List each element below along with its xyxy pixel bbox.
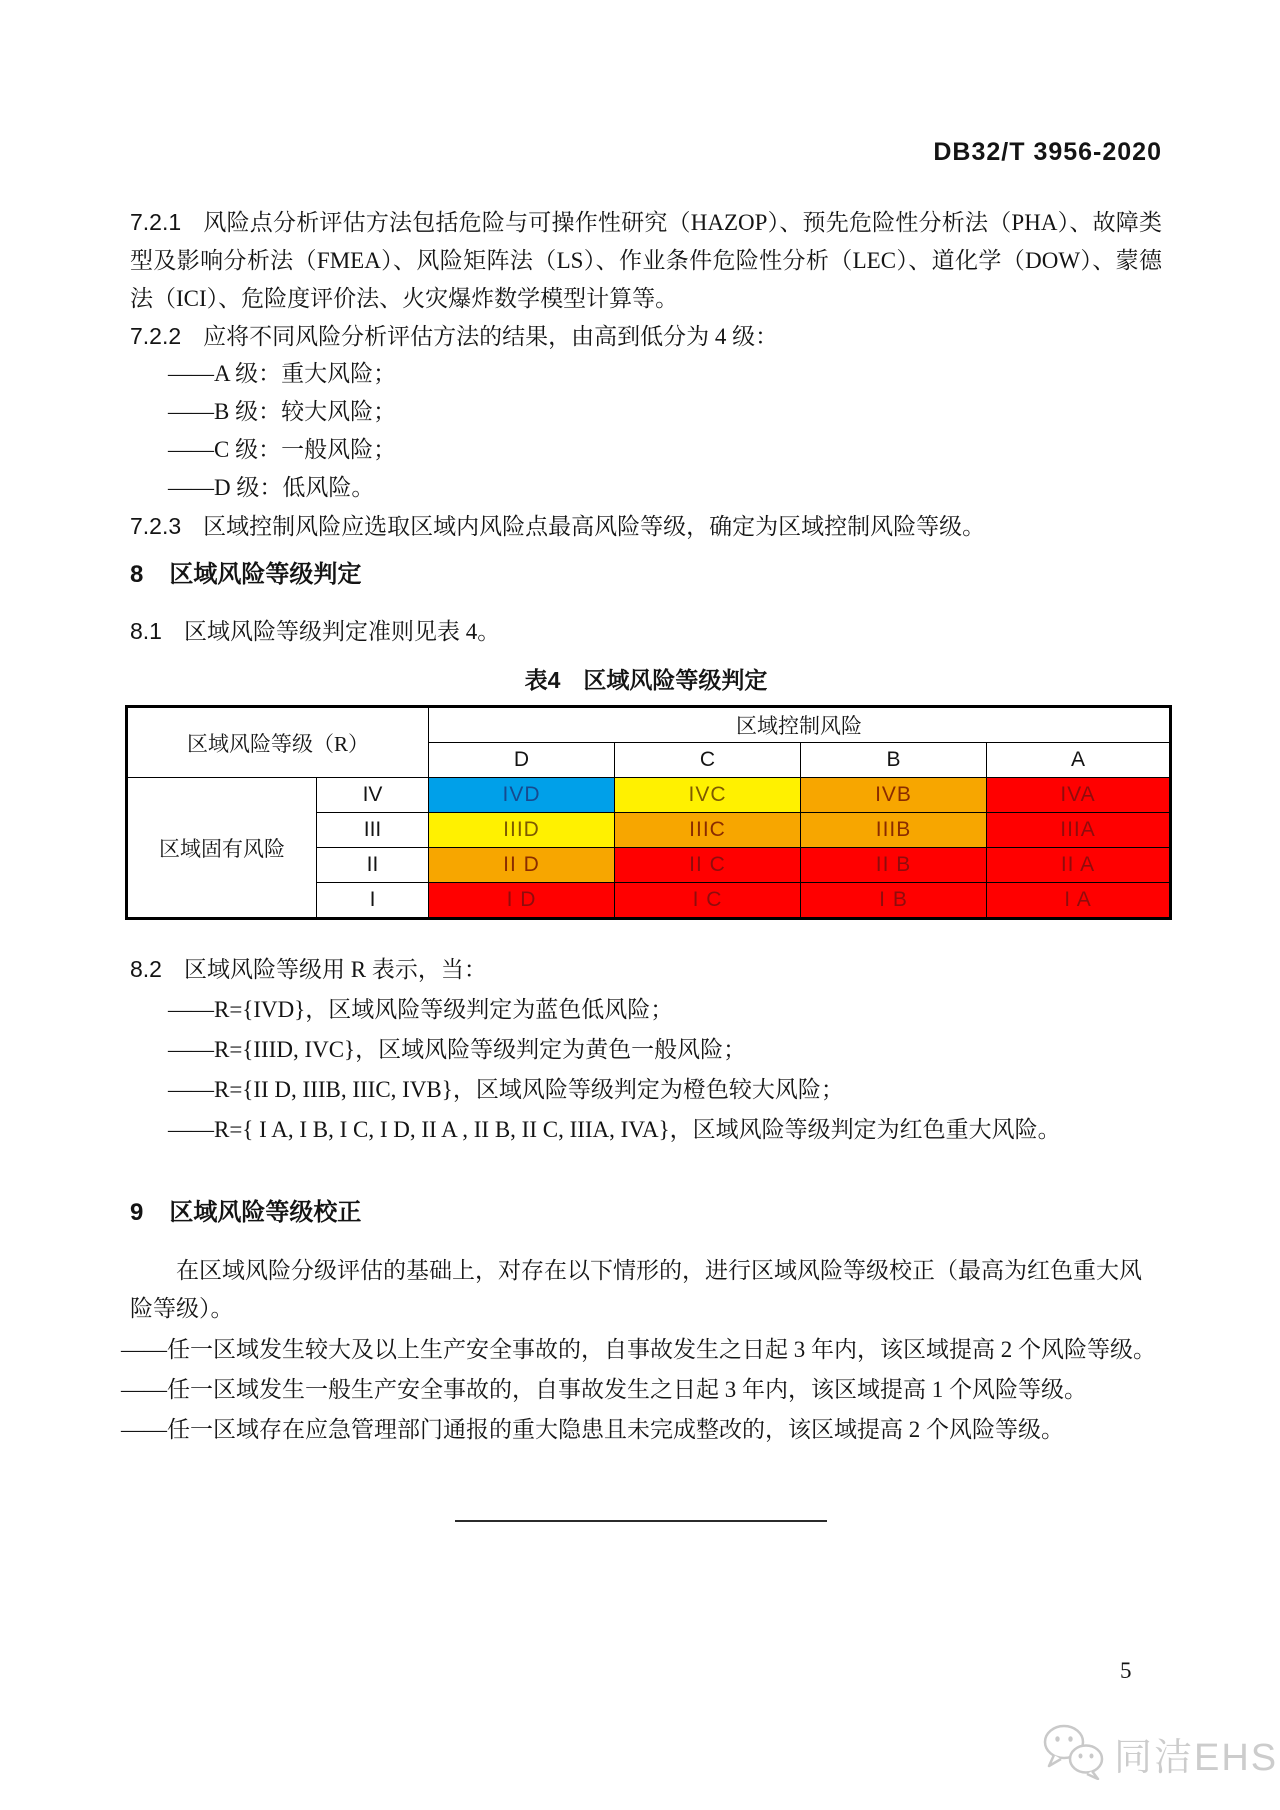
risk-cell: IIID	[429, 813, 615, 848]
list-item: ——A 级：重大风险；	[168, 361, 397, 386]
row-label-cell: III	[317, 813, 429, 848]
risk-cell: II D	[429, 848, 615, 883]
list-item: ——R={IVD}，区域风险等级判定为蓝色低风险；	[168, 997, 674, 1022]
clause-text: 区域控制风险应选取区域内风险点最高风险等级，确定为区域控制风险等级。	[203, 514, 986, 539]
section-number: 8	[130, 561, 144, 588]
clause-number: 7.2.1	[130, 209, 182, 235]
list-item: ——R={IIID, IVC}，区域风险等级判定为黄色一般风险；	[168, 1037, 747, 1062]
clause-number: 7.2.2	[130, 323, 182, 349]
list-item: ——D 级：低风险。	[168, 475, 375, 500]
paragraph-9-intro: 在区域风险分级评估的基础上，对存在以下情形的，进行区域风险等级校正（最高为红色重大风险等级）。	[130, 1258, 1142, 1321]
risk-cell: II B	[801, 848, 987, 883]
table-row	[127, 778, 1171, 813]
table4-risk-matrix	[125, 705, 1172, 920]
end-of-text-divider	[455, 1520, 827, 1522]
risk-cell: IIIB	[801, 813, 987, 848]
paragraph-7-2-2	[130, 317, 1162, 356]
list-item: ——任一区域发生一般生产安全事故的，自事故发生之日起 3 年内，该区域提高 1 个风险等级。	[121, 1377, 1087, 1402]
watermark	[1042, 1722, 1278, 1785]
row-label-cell: I	[317, 883, 429, 919]
risk-cell: II C	[615, 848, 801, 883]
section-title: 区域风险等级校正	[169, 1199, 362, 1226]
list-item: ——C 级：一般风险；	[168, 437, 397, 462]
clause-number: 8.2	[130, 956, 162, 982]
clause-number: 7.2.3	[130, 513, 182, 539]
col-header-cell: D	[429, 743, 615, 778]
section-8-heading	[130, 560, 1162, 590]
list-item: ——任一区域存在应急管理部门通报的重大隐患且未完成整改的，该区域提高 2 个风险等级。	[121, 1417, 1064, 1442]
risk-cell: IVA	[987, 778, 1171, 813]
corner-header-cell: 区域风险等级（R）	[127, 707, 429, 778]
paragraph-7-2-3	[130, 507, 1162, 546]
col-header-cell: B	[801, 743, 987, 778]
section-number: 9	[130, 1199, 144, 1226]
col-header-cell: A	[987, 743, 1171, 778]
risk-cell: I C	[615, 883, 801, 919]
span-header-cell: 区域控制风险	[429, 707, 1171, 743]
section-9-heading	[130, 1198, 1162, 1228]
table4-title: 表4 区域风险等级判定	[524, 667, 768, 693]
correction-rule-list	[121, 1330, 1162, 1450]
list-item: ——R={II D, IIIB, IIIC, IVB}，区域风险等级判定为橙色较大风险；	[168, 1077, 844, 1102]
row-group-label-cell: 区域固有风险	[127, 778, 317, 919]
risk-cell: IVD	[429, 778, 615, 813]
clause-text: 应将不同风险分析评估方法的结果，由高到低分为 4 级：	[203, 324, 779, 349]
table-row	[127, 707, 1171, 743]
risk-cell: IVC	[615, 778, 801, 813]
paragraph-7-2-1	[130, 203, 1162, 318]
list-item: ——R={ I A, I B, I C, I D, II A , II B, II C, IIIA, IVA}，区域风险等级判定为红色重大风险。	[168, 1117, 1061, 1142]
risk-cell: IIIC	[615, 813, 801, 848]
paragraph-8-1	[130, 612, 1162, 651]
risk-cell: II A	[987, 848, 1171, 883]
doc-number: DB32/T 3956-2020	[933, 138, 1162, 166]
page-number: 5	[1120, 1658, 1132, 1683]
clause-text: 风险点分析评估方法包括危险与可操作性研究（HAZOP）、预先危险性分析法（PHA）、故障类型及影响分析法（FMEA）、风险矩阵法（LS）、作业条件危险性分析（LEC）、道化学（DOW）、蒙德法（ICI）、危险度评价法、火灾爆炸数学模型计算等。	[130, 210, 1162, 311]
clause-number: 8.1	[130, 618, 162, 644]
section-title: 区域风险等级判定	[169, 561, 362, 588]
list-item: ——B 级：较大风险；	[168, 399, 397, 424]
watermark-text: 同洁EHS	[1114, 1737, 1279, 1779]
paragraph-8-2	[130, 950, 1162, 989]
list-item: ——任一区域发生较大及以上生产安全事故的，自事故发生之日起 3 年内，该区域提高 2 个风险等级。	[121, 1337, 1156, 1362]
risk-cell: I D	[429, 883, 615, 919]
risk-level-list	[130, 355, 1162, 507]
clause-text: 区域风险等级判定准则见表 4。	[183, 619, 501, 644]
row-label-cell: II	[317, 848, 429, 883]
risk-cell: I B	[801, 883, 987, 919]
col-header-cell: C	[615, 743, 801, 778]
risk-cell: IVB	[801, 778, 987, 813]
risk-cell: I A	[987, 883, 1171, 919]
row-label-cell: IV	[317, 778, 429, 813]
wechat-logo-icon	[1042, 1722, 1106, 1785]
risk-grade-rule-list	[130, 990, 1162, 1150]
risk-cell: IIIA	[987, 813, 1171, 848]
clause-text: 区域风险等级用 R 表示，当：	[183, 957, 487, 982]
